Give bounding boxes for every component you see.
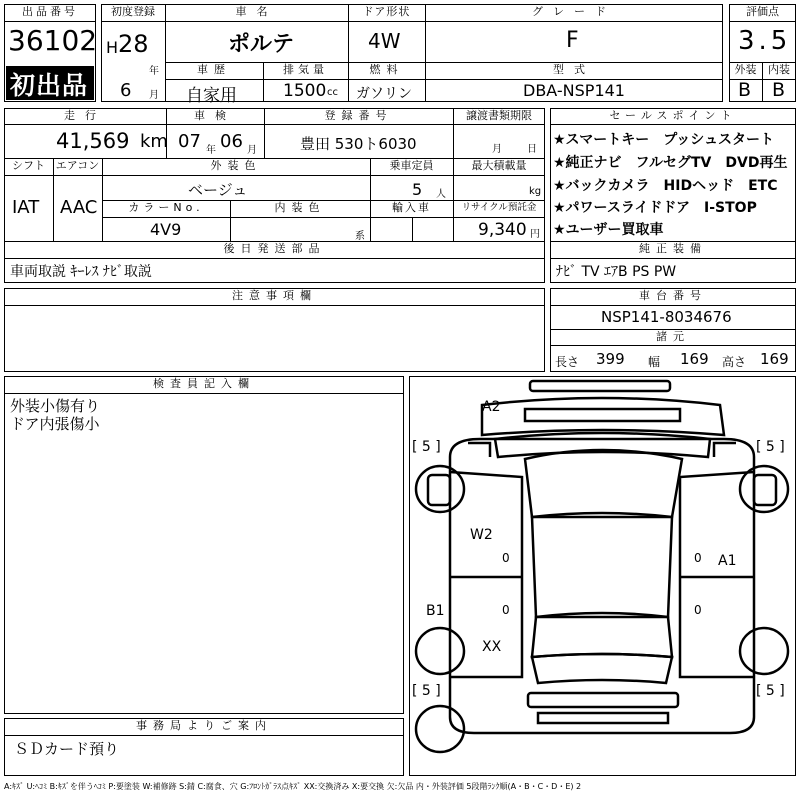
displacement: 1500 bbox=[283, 81, 327, 101]
height: 169 bbox=[760, 350, 789, 368]
inspection-month-unit: 月 bbox=[247, 145, 257, 156]
first-reg-month: 6 bbox=[120, 80, 132, 101]
lot-number: 36102 bbox=[8, 24, 98, 57]
max-load-label: 最大積載量 bbox=[471, 159, 527, 172]
tire-depth-rear-right: [ 5 ] bbox=[756, 683, 785, 699]
chassis-label: 車台番号 bbox=[639, 289, 707, 302]
damage-mark-b1: B1 bbox=[426, 603, 445, 619]
damage-diagram bbox=[409, 376, 796, 776]
model-code: DBA-NSP141 bbox=[523, 81, 625, 100]
office-label: 事務局よりご案内 bbox=[136, 719, 272, 732]
grade: F bbox=[566, 28, 579, 53]
model-label: 型式 bbox=[553, 63, 595, 76]
car-outline-drawing bbox=[410, 377, 795, 775]
exterior-grade: B bbox=[738, 79, 752, 101]
legend: A:ｷｽﾞ U:ﾍｺﾐ B:ｷｽﾞを伴うﾍｺﾐ P:要塗装 W:補修跡 S:錆 C:腐食、穴 G:ﾌﾛﾝﾄｶﾞﾗｽ点ｷｽﾞ XX:交換済み X:要交換 欠:欠品 内・外装評価 5段階ﾗﾝｸ順(A・B・C・D・E) 2 bbox=[4, 782, 582, 791]
door-type: 4W bbox=[368, 29, 401, 53]
interior-grade: B bbox=[772, 79, 786, 101]
door-mark: 0 bbox=[502, 603, 510, 617]
fuel-label: 燃料 bbox=[369, 63, 404, 76]
length: 399 bbox=[596, 350, 625, 368]
capacity-label: 乗車定員 bbox=[389, 159, 434, 172]
office-note: ＳＤカード預り bbox=[14, 740, 120, 758]
transfer-deadline-label: 譲渡書類期限 bbox=[466, 109, 532, 122]
first-reg-label: 初度登録 bbox=[111, 5, 155, 18]
score: 3.5 bbox=[738, 26, 792, 56]
sales-point-item: ★ユーザー買取車 bbox=[553, 222, 664, 238]
tire-depth-front-right: [ 5 ] bbox=[756, 439, 785, 455]
mileage: 41,569 bbox=[56, 129, 130, 153]
sales-point-item: ★純正ナビ フルセグTV DVD再生 bbox=[553, 155, 788, 171]
exterior-label: 外装 bbox=[734, 63, 757, 76]
first-reg-year: 28 bbox=[118, 30, 149, 58]
sales-points-label: セールスポイント bbox=[609, 109, 737, 122]
history-label: 車歴 bbox=[197, 63, 231, 76]
ext-color: ベージュ bbox=[188, 181, 248, 199]
width: 169 bbox=[680, 350, 709, 368]
sales-point-item: ★バックカメラ HIDヘッド ETC bbox=[553, 178, 778, 194]
capacity-unit: 人 bbox=[436, 189, 446, 200]
reg-number: 豊田 530ト6030 bbox=[300, 135, 417, 153]
inspection-year-unit: 年 bbox=[206, 145, 216, 156]
inspector-note-1: 外装小傷有り bbox=[10, 397, 101, 415]
sales-point-item: ★スマートキー プッシュスタート bbox=[553, 132, 775, 148]
inspection-label: 車検 bbox=[194, 109, 236, 122]
import-label: 輸入車 bbox=[392, 201, 431, 214]
chassis-number: NSP141-8034676 bbox=[601, 308, 732, 326]
car-name: ポルテ bbox=[228, 32, 295, 57]
history: 自家用 bbox=[186, 86, 237, 106]
damage-mark-xx: XX bbox=[482, 639, 502, 655]
ext-color-label: 外装色 bbox=[210, 159, 262, 172]
notes-label: 注意事項欄 bbox=[232, 289, 317, 302]
first-reg-month-unit: 月 bbox=[149, 90, 159, 101]
displacement-label: 排気量 bbox=[283, 63, 328, 76]
interior-label: 内装 bbox=[768, 63, 790, 76]
lot-number-label: 出品番号 bbox=[22, 5, 78, 18]
sales-point-item: ★パワースライドドア I-STOP bbox=[553, 200, 757, 216]
car-name-label: 車名 bbox=[235, 5, 278, 18]
recycle-fee: 9,340 bbox=[478, 220, 527, 240]
mileage-unit: km bbox=[140, 131, 168, 152]
door-label: ドア形状 bbox=[362, 5, 411, 18]
width-label: 幅 bbox=[648, 355, 661, 369]
aircon-label: エアコン bbox=[55, 159, 100, 172]
score-label: 評価点 bbox=[746, 5, 779, 18]
dims-label: 諸元 bbox=[656, 330, 690, 343]
grade-label: グレード bbox=[532, 5, 616, 18]
door-mark: 0 bbox=[502, 551, 510, 565]
color-no: 4V9 bbox=[150, 220, 182, 239]
door-mark: 0 bbox=[694, 551, 702, 565]
mileage-label: 走行 bbox=[64, 109, 106, 122]
damage-mark-a2: A2 bbox=[482, 399, 501, 415]
transfer-month-unit: 月 bbox=[492, 144, 502, 155]
reg-number-label: 登録番号 bbox=[324, 109, 393, 122]
length-label: 長さ bbox=[555, 355, 580, 369]
damage-mark-w2: W2 bbox=[470, 527, 493, 543]
recycle-label: リサイクル預託金 bbox=[461, 202, 537, 213]
first-listing-label: 初出品 bbox=[10, 71, 89, 100]
shift-label: シフト bbox=[12, 159, 45, 172]
int-color-label: 内装色 bbox=[274, 201, 326, 214]
inspection-month: 06 bbox=[220, 131, 243, 152]
later-parts-label: 後日発送部品 bbox=[223, 242, 326, 255]
capacity: 5 bbox=[412, 180, 423, 199]
first-reg-era: H bbox=[106, 38, 119, 57]
int-color-unit: 系 bbox=[355, 231, 365, 242]
door-mark: 0 bbox=[694, 603, 702, 617]
color-no-label: カラーNo. bbox=[128, 201, 204, 214]
transfer-day-unit: 日 bbox=[527, 144, 537, 155]
aircon: AAC bbox=[60, 197, 98, 218]
recycle-unit: 円 bbox=[530, 229, 540, 240]
inspector-note-2: ドア内張傷小 bbox=[10, 415, 100, 433]
inspection-year: 07 bbox=[178, 131, 201, 152]
tire-depth-front-left: [ 5 ] bbox=[412, 439, 441, 455]
inspector-label: 検査員記入欄 bbox=[153, 377, 255, 390]
damage-mark-a1: A1 bbox=[718, 553, 737, 569]
fuel: ガソリン bbox=[356, 86, 412, 102]
later-parts: 車両取説 ｷｰﾚｽ ﾅﾋﾞ取説 bbox=[10, 264, 152, 280]
genuine-equipment-label: 純正装備 bbox=[639, 242, 707, 255]
height-label: 高さ bbox=[722, 355, 747, 369]
tire-depth-rear-left: [ 5 ] bbox=[412, 683, 441, 699]
first-reg-year-unit: 年 bbox=[149, 66, 159, 77]
shift: IAT bbox=[12, 197, 40, 218]
max-load-unit: kg bbox=[529, 186, 542, 197]
genuine-equipment: ﾅﾋﾞ TV ｴｱB PS PW bbox=[556, 264, 677, 280]
displacement-unit: cc bbox=[327, 87, 338, 98]
